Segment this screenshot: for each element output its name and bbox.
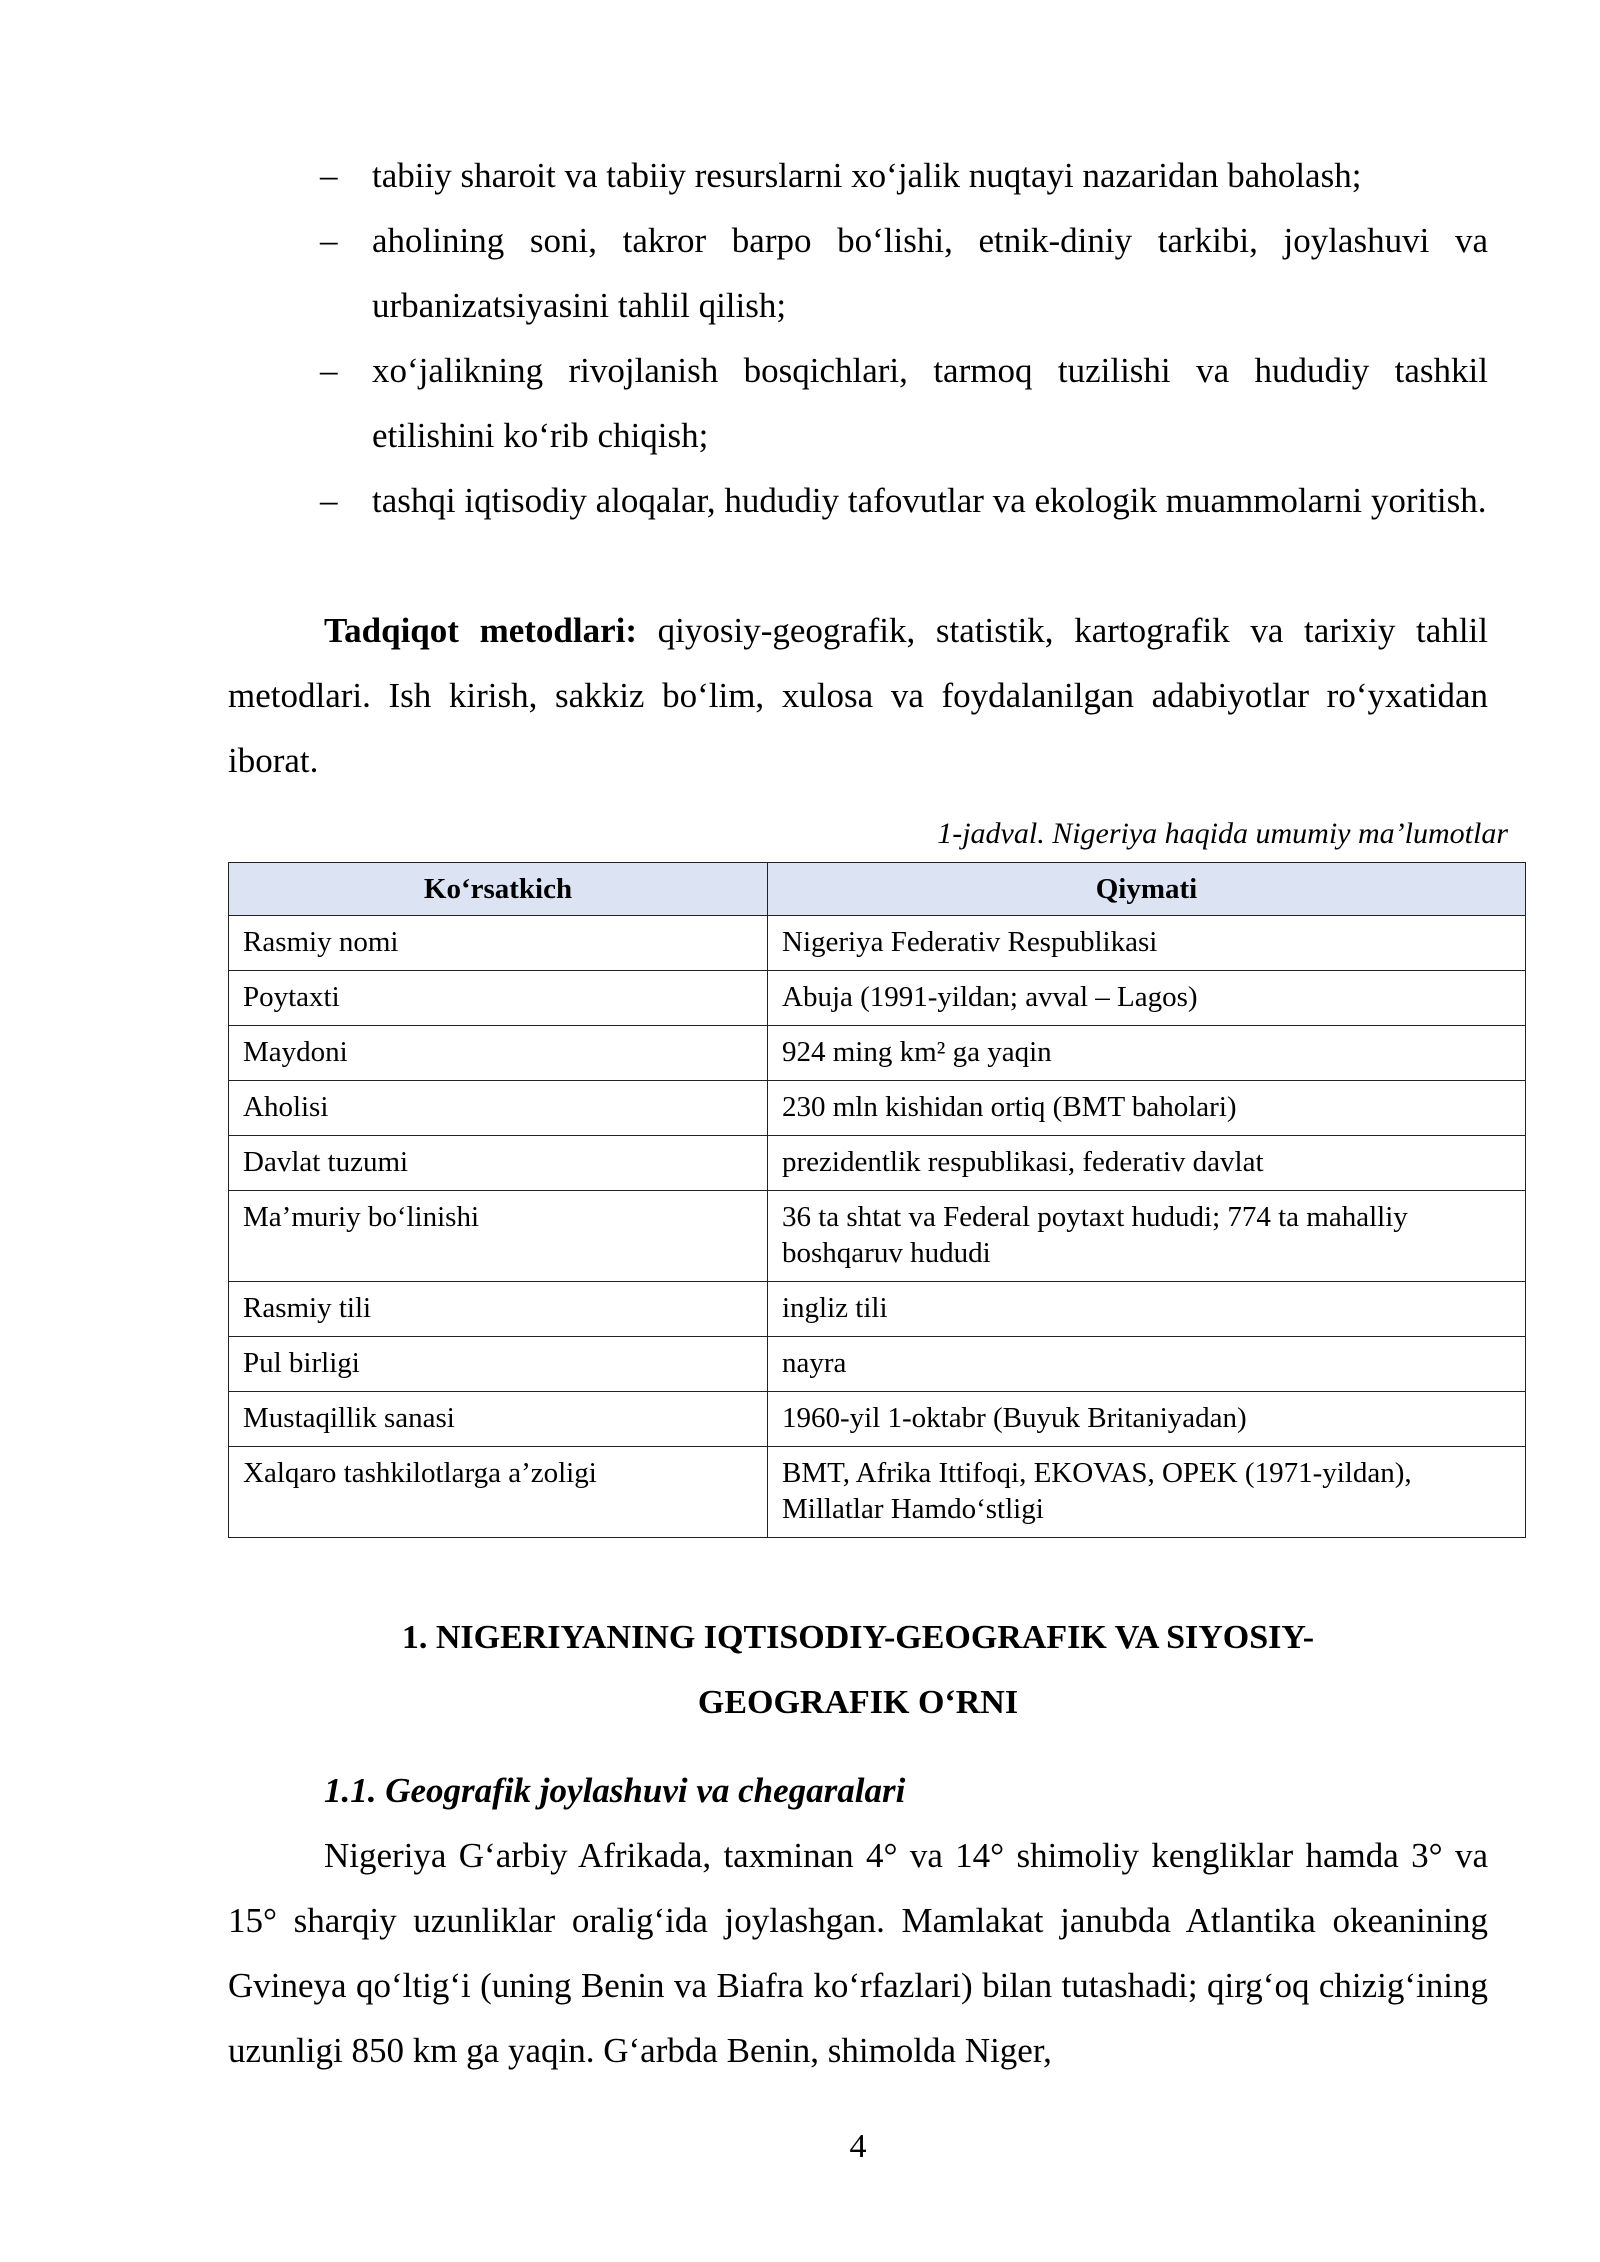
subsection-heading: 1.1. Geografik joylashuvi va chegaralari	[324, 1771, 906, 1810]
body-paragraph-text: Nigeriya G‘arbiy Afrikada, taxminan 4° va 14° shimoliy kengliklar hamda 3° va 15° sharqiy uzunliklar oralig‘ida joylashgan. Mamlakat janubda Atlantika okeanining Gvineya qo‘ltig‘i (uning Benin va Biafra ko‘rfazlari) bilan tutashadi; qirg‘oq chizig‘ining uzunligi 850 km ga yaqin. G‘arbda Benin, shimolda Niger,	[228, 1836, 1488, 2070]
info-table	[228, 862, 1526, 1538]
table-row	[229, 916, 1526, 971]
bullet-dash: –	[320, 221, 338, 260]
table-row	[229, 1191, 1526, 1282]
table-cell: Davlat tuzumi	[229, 1136, 768, 1191]
body-paragraph	[228, 1823, 1488, 2083]
table-cell: Poytaxti	[229, 971, 768, 1026]
list-item-text: tabiiy sharoit va tabiiy resurslarni xo‘jalik nuqtayi nazaridan baholash;	[372, 156, 1362, 195]
list-item	[228, 143, 1488, 208]
table-cell: Pul birligi	[229, 1337, 768, 1392]
section-heading-line-2: GEOGRAFIK O‘RNI	[697, 1684, 1019, 1721]
table-cell: BMT, Afrika Ittifoqi, EKOVAS, OPEK (1971-yildan), Millatlar Hamdo‘stligi	[768, 1447, 1526, 1538]
table-cell: 230 mln kishidan ortiq (BMT baholari)	[768, 1081, 1526, 1136]
table-row	[229, 1447, 1526, 1538]
list-item-text: tashqi iqtisodiy aloqalar, hududiy tafovutlar va ekologik muammolarni yoritish.	[372, 481, 1487, 520]
table-cell: Aholisi	[229, 1081, 768, 1136]
table-cell: prezidentlik respublikasi, federativ davlat	[768, 1136, 1526, 1191]
bullet-dash: –	[320, 481, 338, 520]
table-row	[229, 1282, 1526, 1337]
table-row	[229, 971, 1526, 1026]
methods-paragraph	[228, 598, 1488, 793]
list-item-text: aholining soni, takror barpo bo‘lishi, etnik-diniy tarkibi, joylashuvi va urbanizatsiyasini tahlil qilish;	[372, 221, 1488, 325]
list-item	[228, 338, 1488, 468]
table-cell: Nigeriya Federativ Respublikasi	[768, 916, 1526, 971]
table-cell: Maydoni	[229, 1026, 768, 1081]
table-cell: Mustaqillik sanasi	[229, 1392, 768, 1447]
list-item-text: xo‘jalikning rivojlanish bosqichlari, tarmoq tuzilishi va hududiy tashkil etilishini ko‘rib chiqish;	[372, 351, 1488, 455]
list-item	[228, 468, 1488, 533]
table-header-row	[229, 863, 1526, 916]
column-header-value: Qiymati	[768, 863, 1526, 916]
table-cell: 1960-yil 1-oktabr (Buyuk Britaniyadan)	[768, 1392, 1526, 1447]
column-header-indicator: Ko‘rsatkich	[229, 863, 768, 916]
table-row	[229, 1026, 1526, 1081]
table-cell: Rasmiy tili	[229, 1282, 768, 1337]
table-cell: Ma’muriy bo‘linishi	[229, 1191, 768, 1282]
table-row	[229, 1136, 1526, 1191]
page-number: 4	[849, 2128, 867, 2165]
table-cell: Rasmiy nomi	[229, 916, 768, 971]
section-heading-line-1: 1. NIGERIYANING IQTISODIY-GEOGRAFIK VA SIYOSIY-	[401, 1619, 1315, 1656]
table-row	[229, 1081, 1526, 1136]
bullet-dash: –	[320, 156, 338, 195]
table-cell: 924 ming km² ga yaqin	[768, 1026, 1526, 1081]
methods-text: qiyosiy-geografik, statistik, kartografik va tarixiy tahlil metodlari. Ish kirish, sakkiz bo‘lim, xulosa va foydalanilgan adabiyotlar ro‘yxatidan iborat.	[228, 611, 1488, 780]
table-caption: 1-jadval. Nigeriya haqida umumiy ma’lumotlar	[937, 817, 1508, 850]
list-item	[228, 208, 1488, 338]
methods-label: Tadqiqot metodlari:	[324, 611, 638, 650]
table-cell: 36 ta shtat va Federal poytaxt hududi; 774 ta mahalliy boshqaruv hududi	[768, 1191, 1526, 1282]
objectives-list	[228, 143, 1488, 533]
table-cell: Abuja (1991-yildan; avval – Lagos)	[768, 971, 1526, 1026]
section-heading	[228, 1605, 1488, 1735]
bullet-dash: –	[320, 351, 338, 390]
table-cell: ingliz tili	[768, 1282, 1526, 1337]
table-row	[229, 1392, 1526, 1447]
table-cell: nayra	[768, 1337, 1526, 1392]
table-row	[229, 1337, 1526, 1392]
table-cell: Xalqaro tashkilotlarga a’zoligi	[229, 1447, 768, 1538]
